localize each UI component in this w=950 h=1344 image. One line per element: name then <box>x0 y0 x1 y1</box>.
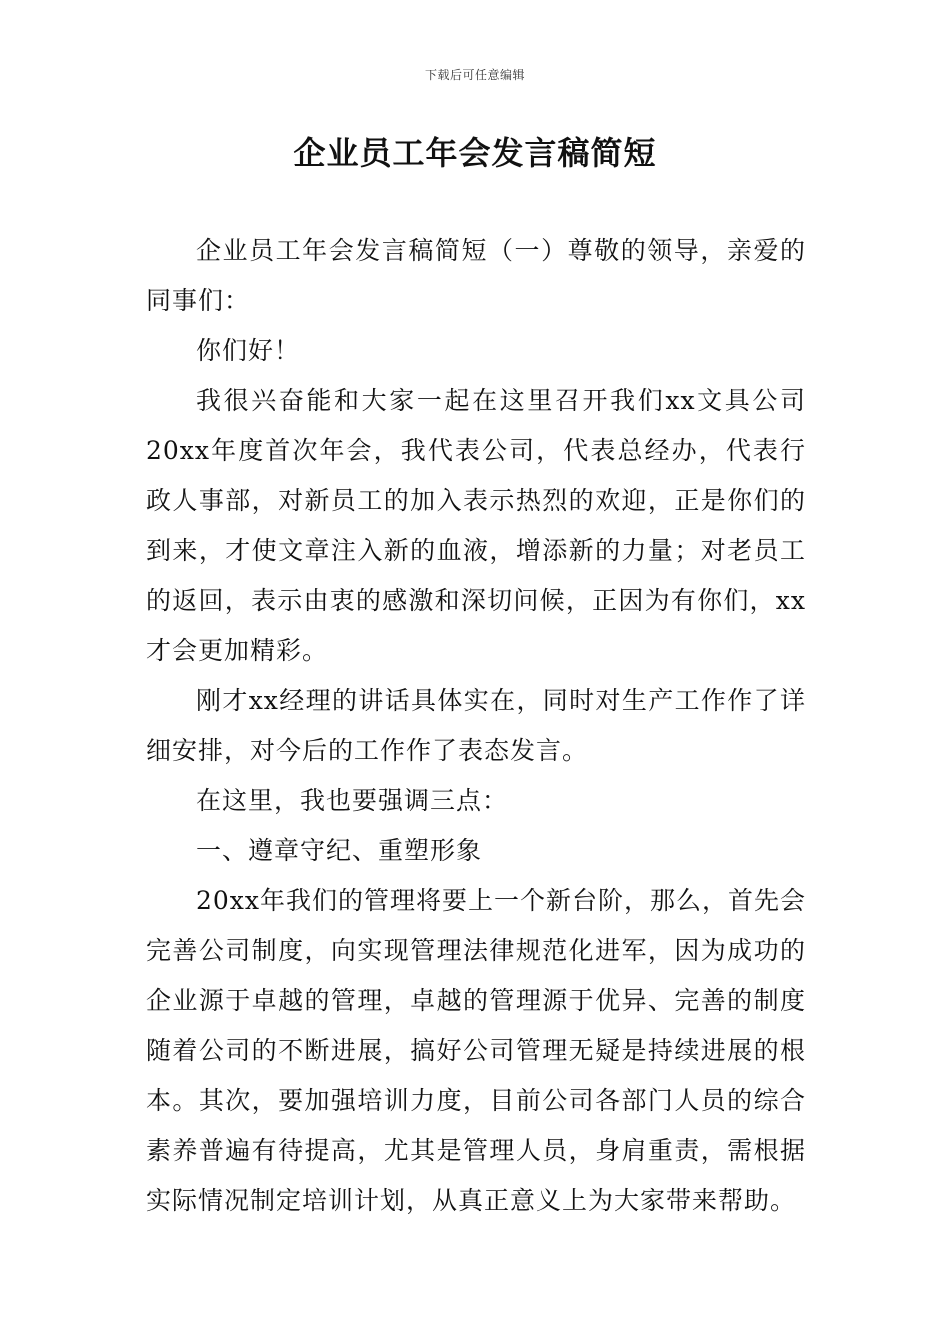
header-note: 下载后可任意编辑 <box>424 68 525 82</box>
paragraph-greeting: 企业员工年会发言稿简短（一）尊敬的领导，亲爱的同事们： <box>146 236 806 315</box>
paragraph-hello: 你们好！ <box>196 336 301 365</box>
document-title: 企业员工年会发言稿简短 <box>293 134 657 172</box>
paragraph-management: 20xx年我们的管理将要上一个新台阶，那么，首先会完善公司制度，向实现管理法律规范化进军，因为成功的企业源于卓越的管理，卓越的管理源于优异、完善的制度随着公司的不断进展，搞好公司管理无疑是持续进展的根本。其次，要加强培训力度，目前公司各部门人员的综合素养普遍有待提高，尤其是管理人员，身肩重责，需根据实际情况制定培训计划，从真正意义上为大家带来帮助。 <box>146 886 807 1215</box>
document-body <box>146 226 806 1226</box>
paragraph-manager-speech: 刚才xx经理的讲话具体实在，同时对生产工作作了详细安排，对今后的工作作了表态发言。 <box>146 686 806 765</box>
paragraph-welcome: 我很兴奋能和大家一起在这里召开我们xx文具公司20xx年度首次年会，我代表公司，代表总经办，代表行政人事部，对新员工的加入表示热烈的欢迎，正是你们的到来，才使文章注入新的血液，增添新的力量；对老员工的返回，表示由衷的感激和深切问候，正因为有你们，xx才会更加精彩。 <box>146 386 806 665</box>
paragraph-three-points: 在这里，我也要强调三点： <box>196 786 509 815</box>
section-heading-1: 一、遵章守纪、重塑形象 <box>196 836 483 865</box>
